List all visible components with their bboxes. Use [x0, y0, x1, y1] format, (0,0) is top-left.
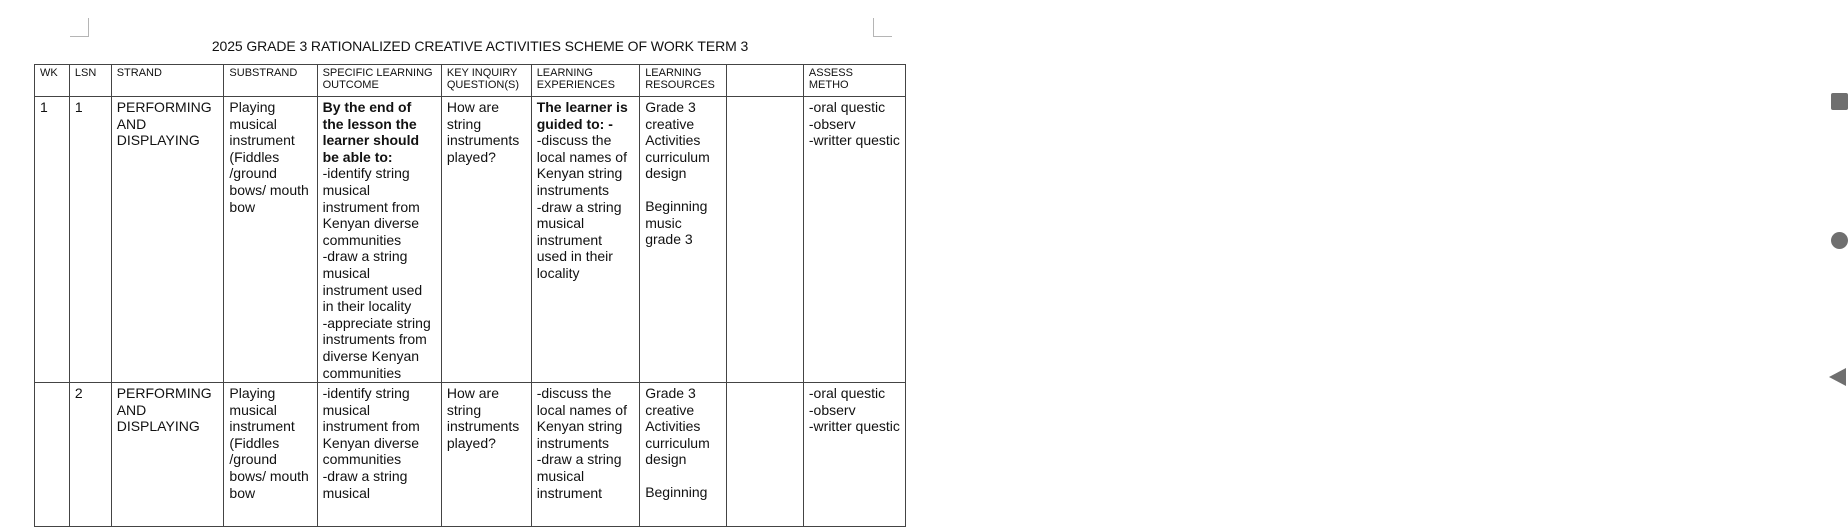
cell-strand: PERFORMING AND DISPLAYING	[111, 383, 224, 527]
cell-assessment	[803, 97, 905, 383]
assess-observation: -observ	[808, 115, 856, 132]
header-blank	[727, 65, 804, 97]
experiences-text: -discuss the local names of Kenyan string instruments -draw a string musical instrument	[536, 385, 627, 501]
cell-wk: 1	[35, 97, 70, 383]
cell-experiences	[531, 97, 640, 383]
header-learning-resources: LEARNING RESOURCES	[640, 65, 727, 97]
header-substrand: SUBSTRAND	[224, 65, 317, 97]
cell-outcome	[317, 97, 441, 383]
table-row	[35, 97, 906, 383]
crop-mark-top-left	[70, 18, 89, 37]
scheme-of-work-table	[34, 64, 906, 527]
document-title: 2025 GRADE 3 RATIONALIZED CREATIVE ACTIVITIES SCHEME OF WORK TERM 3	[211, 38, 749, 54]
resource-curriculum: Grade 3 creative Activities curriculum design	[645, 385, 710, 468]
assess-oral: -oral questic	[808, 385, 886, 402]
header-assess-line-1: ASSESS	[808, 67, 853, 79]
cell-lsn: 1	[69, 97, 111, 383]
experiences-text: -discuss the local names of Kenyan string instruments -draw a string musical instrument used in their locality	[536, 132, 627, 281]
table-header-row	[35, 65, 906, 97]
outcome-intro: By the end of the lesson the learner should be able to:	[322, 99, 420, 165]
cell-assessment	[803, 383, 905, 527]
table-row	[35, 383, 906, 527]
cell-wk	[35, 383, 70, 527]
header-assess-line-2: METHO	[808, 79, 849, 91]
outcome-text: -identify string musical instrument from Kenyan diverse communities -draw a string musical	[322, 385, 420, 501]
document-page	[0, 0, 906, 501]
assess-written: -writter questic	[808, 132, 900, 149]
square-icon[interactable]	[1831, 93, 1848, 110]
crop-mark-top-right	[873, 18, 892, 37]
cell-inquiry: How are string instruments played?	[441, 97, 531, 383]
assess-oral: -oral questic	[808, 99, 886, 115]
cell-blank	[727, 97, 804, 383]
cell-lsn: 2	[69, 383, 111, 527]
assess-observation: -observ	[808, 401, 856, 418]
resource-book: Beginning music grade 3	[645, 197, 708, 248]
cell-resources	[640, 383, 727, 527]
header-strand: STRAND	[111, 65, 224, 97]
header-specific-learning-outcome: SPECIFIC LEARNING OUTCOME	[317, 65, 441, 97]
assess-written: -writter questic	[808, 418, 900, 435]
header-wk: WK	[35, 65, 70, 97]
cell-substrand: Playing musical instrument (Fiddles /ground bows/ mouth bow	[224, 383, 317, 527]
cell-inquiry: How are string instruments played?	[441, 383, 531, 527]
outcome-text: -identify string musical instrument from Kenyan diverse communities -draw a string musical instrument used in their locality -appreciate string instruments from diverse Kenyan communities	[322, 165, 431, 381]
cell-outcome	[317, 383, 441, 527]
cell-strand: PERFORMING AND DISPLAYING	[111, 97, 224, 383]
header-learning-experiences: LEARNING EXPERIENCES	[531, 65, 640, 97]
header-assessment-methods	[803, 65, 905, 97]
resource-curriculum: Grade 3 creative Activities curriculum design	[645, 99, 710, 182]
resource-book: Beginning	[645, 484, 708, 501]
circle-icon[interactable]	[1831, 232, 1848, 249]
navigation-bar	[906, 0, 960, 480]
cell-resources	[640, 97, 727, 383]
experiences-intro: The learner is guided to: -	[536, 99, 628, 132]
triangle-back-icon[interactable]	[1829, 368, 1846, 386]
cell-substrand: Playing musical instrument (Fiddles /ground bows/ mouth bow	[224, 97, 317, 383]
cell-blank	[727, 383, 804, 527]
cell-experiences	[531, 383, 640, 527]
header-lsn: LSN	[69, 65, 111, 97]
header-key-inquiry-questions: KEY INQUIRY QUESTION(S)	[441, 65, 531, 97]
